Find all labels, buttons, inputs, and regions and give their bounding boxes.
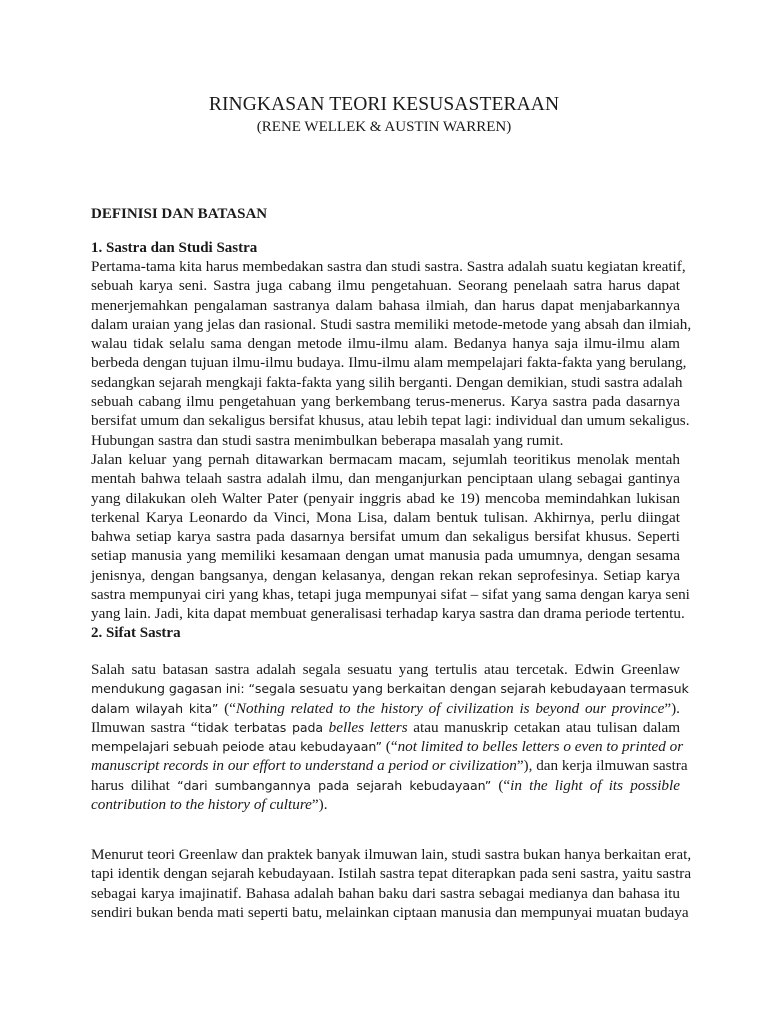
text-line: Pertama-tama kita harus membedakan sastra dan studi sastra. Sastra adalah suatu kegiatan kreatif, (91, 258, 686, 275)
text-run: (“ (381, 738, 398, 756)
text-run: (“ (218, 699, 236, 717)
text-line: terkenal Karya Leonardo da Vinci, Mona Lisa, dalam bentuk tulisan. Akhirnya, perlu diingat (91, 508, 680, 526)
text-line: Jalan keluar yang pernah ditawarkan bermacam macam, sejumlah teoritikus menolak mentah (91, 451, 680, 468)
text-run: mempelajari sebuah peiode atau kebudayaan” (91, 739, 382, 755)
text-line (91, 699, 680, 718)
text-line: sebuah cabang ilmu pengetahuan yang berkembang terus-menerus. Karya sastra pada dasarnya (91, 393, 680, 411)
text-run: harus dilihat (91, 776, 170, 794)
text-line: setiap manusia yang memiliki kesamaan dengan umat manusia pada umumnya, dengan sesama (91, 547, 680, 565)
text-line: Salah satu batasan sastra adalah segala sesuatu yang tertulis atau tercetak. Edwin Greenlaw (91, 661, 680, 678)
text-line: sebuah karya seni. Sastra juga cabang ilmu pengetahuan. Seorang penelaah satra harus dapat (91, 277, 680, 295)
text-run: contribution to the history of culture (91, 796, 312, 814)
text-line (91, 718, 680, 737)
paragraph-1 (91, 257, 692, 450)
text-run: “dari sumbangannya pada sejarah kebudayaan” (169, 777, 492, 793)
text-line: dalam uraian yang jelas dan rasional. Studi sastra memiliki metode-metode yang absah dan ilmiah, (91, 315, 692, 333)
document-title: RINGKASAN TEORI KESUSASTERAAN (208, 94, 560, 115)
text-line: bersifat umum dan sekaligus bersifat khusus, atau lebih tepat lagi: individual dan umum sekaligus. (91, 412, 690, 430)
document-subtitle: (RENE WELLEK & AUSTIN WARREN) (256, 119, 512, 135)
text-line: berbeda dengan tujuan ilmu-ilmu budaya. Ilmu-ilmu alam mempelajari fakta-fakta yang berulang, (91, 354, 687, 372)
text-line: sebagai karya imajinatif. Bahasa adalah bahan baku dari sastra sebagai medianya dan bahasa itu (91, 884, 680, 902)
text-run: in the light of its possible (510, 776, 680, 794)
text-run: ”). (664, 699, 680, 717)
text-line: bahwa setiap karya sastra pada dasarnya bersifat umum dan sekaligus bersifat khusus. Seperti (91, 528, 680, 546)
text-line: mendukung gagasan ini: “segala sesuatu yang berkaitan dengan sejarah kebudayaan termasuk (91, 681, 689, 697)
text-run: ”), dan kerja ilmuwan sastra (516, 757, 688, 775)
text-run: atau manuskrip cetakan atau tulisan dalam (407, 718, 681, 736)
paragraph-3 (91, 660, 689, 814)
text-line: yang dilakukan oleh Walter Pater (penyair inggris abad ke 19) mencoba memindahkan lukisan (91, 489, 680, 507)
text-line (91, 795, 680, 814)
text-line: yang lain. Jadi, kita dapat membuat generalisasi terhadap karya sastra dan drama periode tertentu. (91, 605, 685, 623)
text-line (91, 756, 688, 775)
text-line: Hubungan sastra dan studi sastra menimbulkan beberapa masalah yang rumit. (91, 431, 564, 449)
section-heading: DEFINISI DAN BATASAN (91, 206, 268, 222)
subsection-heading-2: 2. Sifat Sastra (91, 625, 181, 641)
text-line (91, 776, 680, 795)
text-run: ”). (311, 796, 328, 814)
text-line: jenisnya, dengan bangsanya, dengan kelasanya, dengan rekan rekan seprofesinya. Setiap karya (91, 566, 680, 584)
text-line: sastra mempunyai ciri yang khas, tetapi juga mempunyai sifat – sifat yang sama dengan karya seni (91, 586, 690, 604)
text-line: menerjemahkan pengalaman sastranya dalam bahasa ilmiah, dan harus dapat menjabarkannya (91, 296, 680, 314)
text-line: sendiri bukan benda mati seperti batu, melainkan ciptaan manusia dan mempunyai muatan budaya (91, 903, 689, 921)
text-run: Ilmuwan sastra “ (91, 718, 198, 736)
text-line (91, 737, 684, 756)
text-line: sedangkan sejarah mengkaji fakta-fakta yang silih berganti. Dengan demikian, studi sastra adalah (91, 373, 683, 391)
text-line: mentah bahwa telaah sastra adalah ilmu, dan menganjurkan penciptaan ulang sebagai gantinya (91, 470, 680, 488)
text-run: belles letters (322, 718, 408, 736)
text-line: tapi identik dengan sejarah kebudayaan. Istilah sastra tepat diterapkan pada seni sastra, yaitu sastra (91, 865, 692, 883)
text-run: dalam wilayah kita” (91, 700, 219, 716)
subsection-heading-1: 1. Sastra dan Studi Sastra (91, 240, 258, 256)
text-run: tidak terbatas pada (197, 719, 323, 735)
text-run: manuscript records in our effort to understand a period or civilization (91, 757, 517, 775)
text-run: Nothing related to the history of civilization is beyond our province (235, 699, 665, 717)
text-line: Menurut teori Greenlaw dan praktek banyak ilmuwan lain, studi sastra bukan hanya berkaitan erat, (91, 846, 692, 863)
text-run: not limited to belles letters o even to printed or (397, 738, 684, 756)
paragraph-4 (91, 845, 692, 922)
text-run: (“ (491, 776, 511, 794)
text-line: walau tidak selalu sama dengan metode ilmu-ilmu alam. Bedanya hanya saja ilmu-ilmu alam (91, 335, 680, 353)
paragraph-2 (91, 450, 690, 624)
